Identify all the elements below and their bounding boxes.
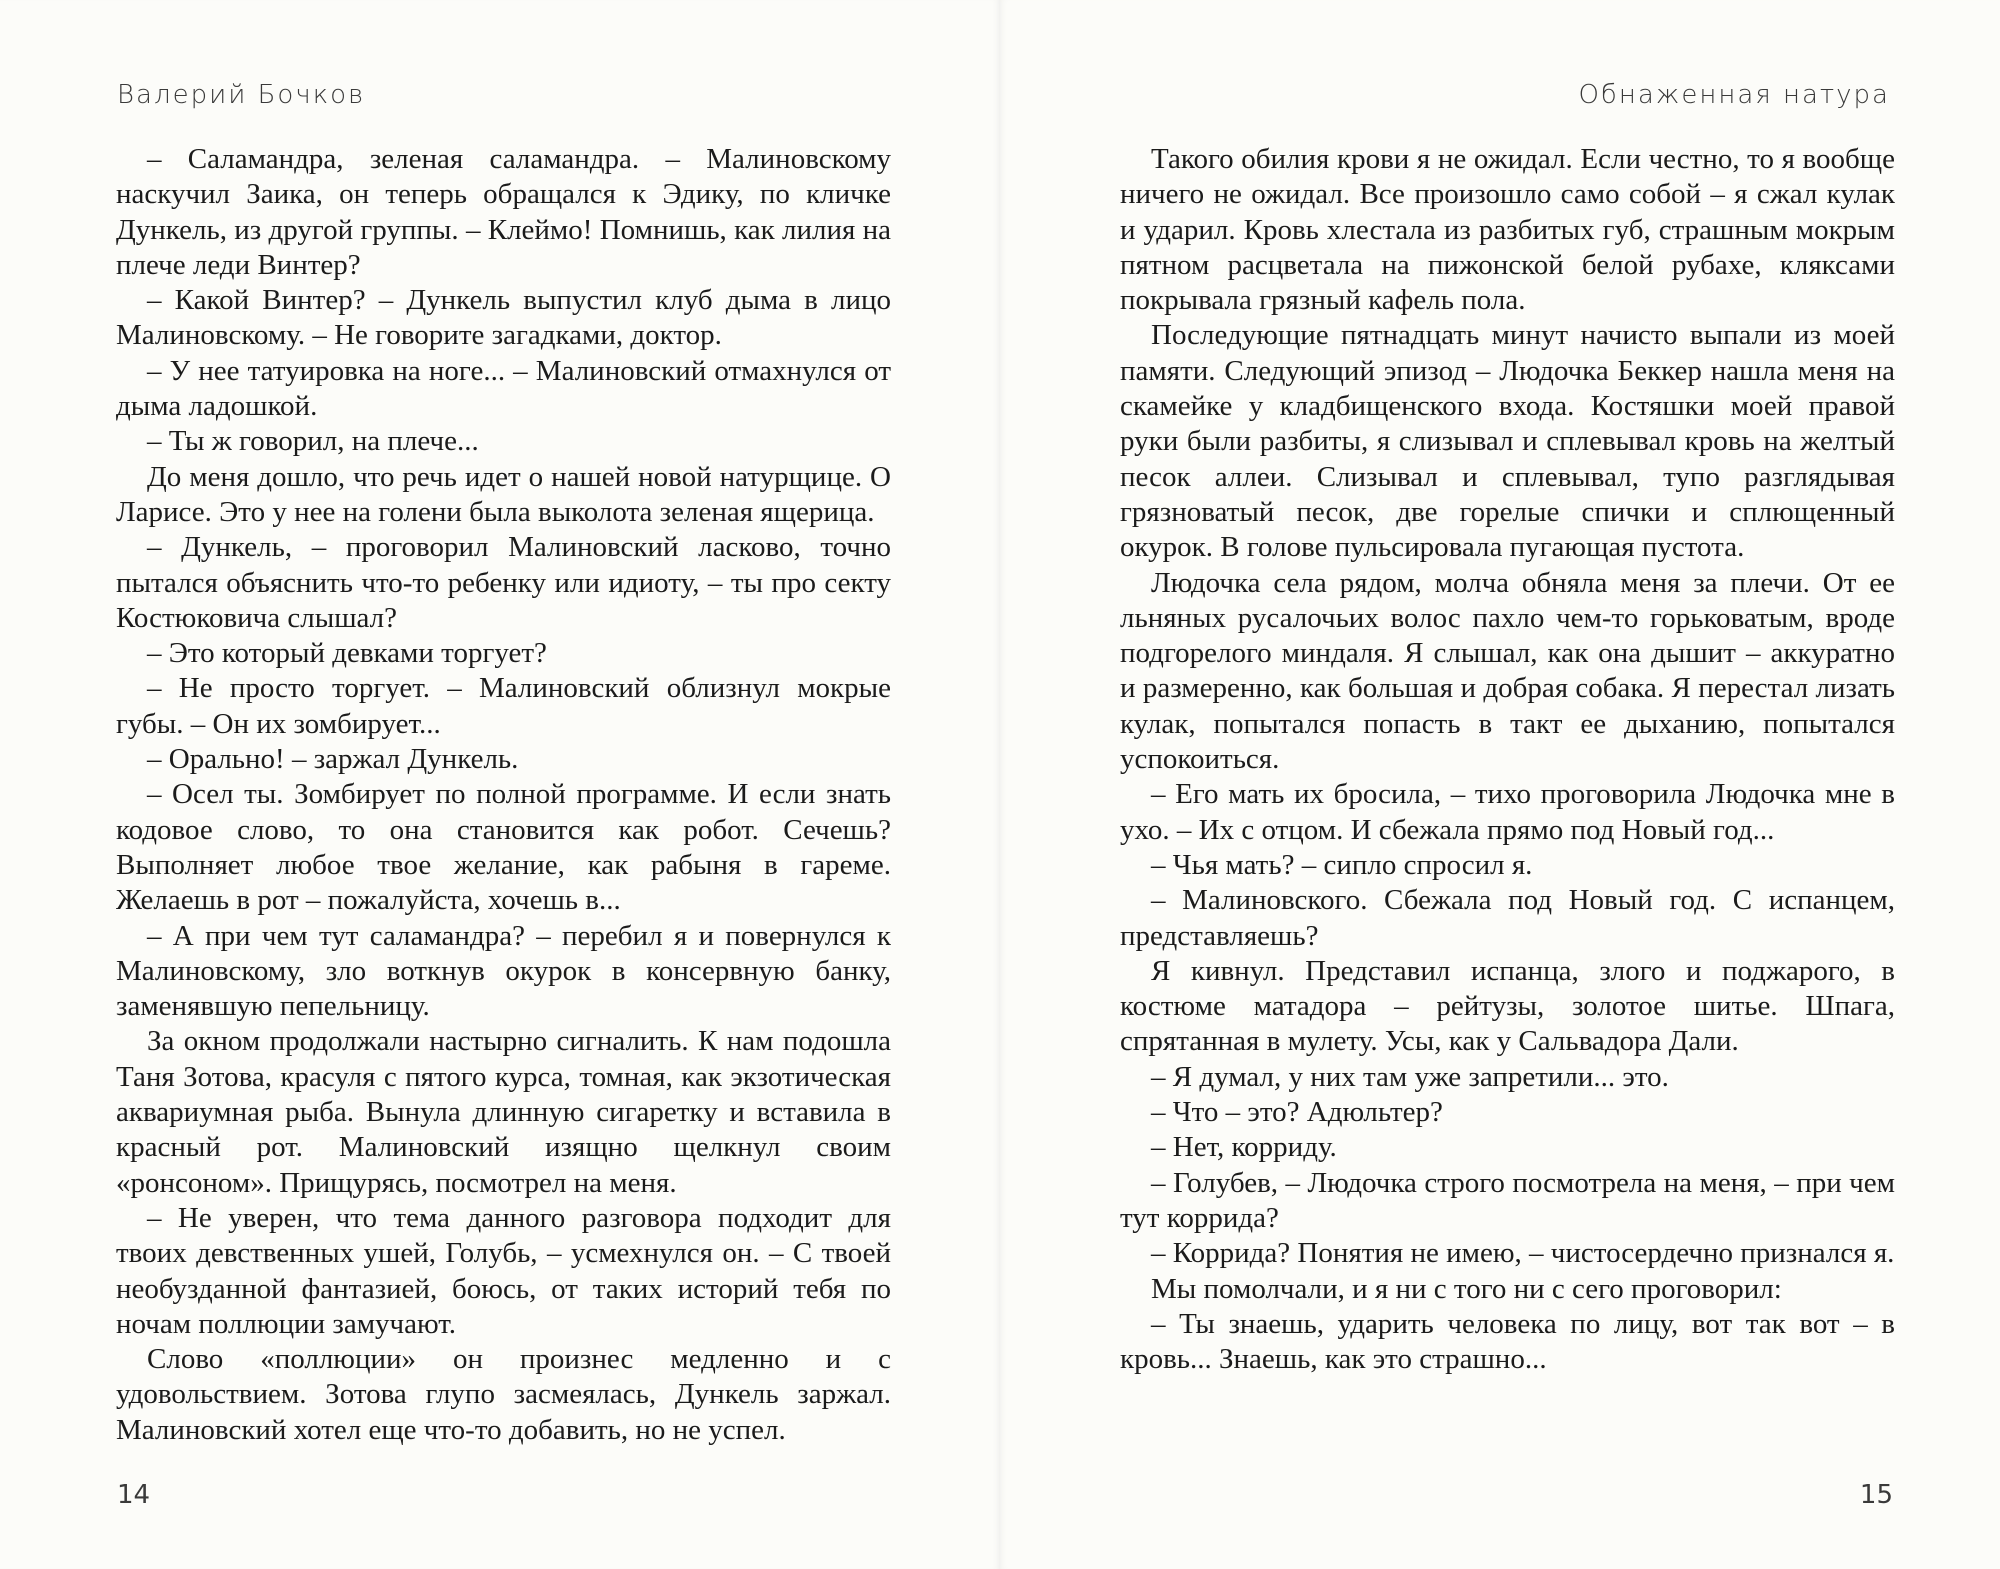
paragraph: Людочка села рядом, молча обняла меня за плечи. От ее льняных русалочьих волос пахло чем-то горьковатым, вроде подгорелого миндаля. Я слышал, как она дышит – аккуратно и размеренно, как большая и добрая собака. Я перестал лизать кулак, попытался попасть в такт ее дыханию, попытался успокоиться.	[1120, 566, 1895, 776]
paragraph: – Не уверен, что тема данного разговора подходит для твоих девственных ушей, Голубь, – усмехнулся он. – С твоей необузданной фантазией, боюсь, от таких историй тебя по ночам поллюции замучают.	[116, 1201, 891, 1340]
paragraph: – Не просто торгует. – Малиновский облизнул мокрые губы. – Он их зомбирует...	[116, 672, 891, 740]
paragraph: – Нет, корриду.	[1151, 1131, 1337, 1164]
right-page-text	[1120, 142, 1895, 1377]
paragraph: – Орально! – заржал Дункель.	[147, 743, 519, 776]
paragraph: – Это который девками торгует?	[147, 637, 547, 670]
paragraph: – Малиновского. Сбежала под Новый год. С испанцем, представляешь?	[1120, 884, 1895, 952]
paragraph: – Коррида? Понятия не имею, – чистосердечно признался я.	[1151, 1237, 1895, 1270]
paragraph: Такого обилия крови я не ожидал. Если честно, то я вообще ничего не ожидал. Все произошло само собой – я сжал кулак и ударил. Кровь хлестала из разбитых губ, страшным мокрым пятном расцветала на пижонской белой рубахе, кляксами покрывала грязный кафель пола.	[1120, 143, 1895, 317]
right-page	[1000, 0, 2000, 1569]
paragraph: – Дункель, – проговорил Малиновский ласково, точно пытался объяснить что-то ребенку или идиоту, – ты про секту Костюковича слышал?	[116, 531, 891, 634]
paragraph: Я кивнул. Представил испанца, злого и поджарого, в костюме матадора – рейтузы, золотое шитье. Шпага, спрятанная в мулету. Усы, как у Сальвадора Дали.	[1120, 954, 1895, 1058]
paragraph: – Чья мать? – сипло спросил я.	[1151, 848, 1533, 881]
paragraph: – Саламандра, зеленая саламандра. – Малиновскому наскучил Заика, он теперь обращался к Эдику, по кличке Дункель, из другой группы. – Клеймо! Помнишь, как лилия на плече леди Винтер?	[116, 143, 891, 281]
paragraph: – Я думал, у них там уже запретили... это.	[1151, 1060, 1669, 1093]
paragraph: – Голубев, – Людочка строго посмотрела на меня, – при чем тут коррида?	[1120, 1166, 1895, 1234]
left-page-text	[116, 142, 891, 1448]
paragraph: – А при чем тут саламандра? – перебил я и повернулся к Малиновскому, зло воткнув окурок в консервную банку, заменявшую пепельницу.	[116, 919, 891, 1023]
left-page-number: 14	[117, 1480, 151, 1510]
paragraph: За окном продолжали настырно сигналить. К нам подошла Таня Зотова, красуля с пятого курса, томная, как экзотическая аквариумная рыба. Вынула длинную сигаретку и вставила в красный рот. Малиновский изящно щелкнул своим «ронсоном». Прищурясь, посмотрел на меня.	[116, 1025, 891, 1199]
paragraph: Слово «поллюции» он произнес медленно и с удовольствием. Зотова глупо засмеялась, Дункель заржал. Малиновский хотел еще что-то добавить, но не успел.	[116, 1343, 891, 1446]
paragraph: – Ты ж говорил, на плече...	[147, 425, 479, 458]
paragraph: До меня дошло, что речь идет о нашей новой натурщице. О Ларисе. Это у нее на голени была выколота зеленая ящерица.	[116, 460, 891, 528]
paragraph: Мы помолчали, и я ни с того ни с сего проговорил:	[1151, 1272, 1782, 1305]
right-running-head: Обнаженная натура	[1578, 80, 1890, 110]
paragraph: – Какой Винтер? – Дункель выпустил клуб дыма в лицо Малиновскому. – Не говорите загадками, доктор.	[116, 284, 891, 352]
paragraph: – У нее татуировка на ноге... – Малиновский отмахнулся от дыма ладошкой.	[116, 354, 891, 423]
paragraph: – Ты знаешь, ударить человека по лицу, вот так вот – в кровь... Знаешь, как это страшно...	[1120, 1307, 1895, 1376]
paragraph: Последующие пятнадцать минут начисто выпали из моей памяти. Следующий эпизод – Людочка Беккер нашла меня на скамейке у кладбищенского входа. Костяшки моей правой руки были разбиты, я слизывал и сплевывал кровь на желтый песок аллеи. Слизывал и сплевывал, тупо разглядывая грязноватый песок, две горелые спички и сплющенный окурок. В голове пульсировала пугающая пустота.	[1120, 319, 1895, 564]
paragraph: – Что – это? Адюльтер?	[1151, 1096, 1443, 1129]
paragraph: – Его мать их бросила, – тихо проговорила Людочка мне в ухо. – Их с отцом. И сбежала прямо под Новый год...	[1120, 778, 1895, 846]
right-page-number: 15	[1859, 1480, 1893, 1510]
paragraph: – Осел ты. Зомбирует по полной программе. И если знать кодовое слово, то она становится как робот. Сечешь? Выполняет любое твое желание, как рабыня в гареме. Желаешь в рот – пожалуйста, хочешь в...	[116, 778, 891, 917]
left-running-head: Валерий Бочков	[117, 80, 366, 110]
